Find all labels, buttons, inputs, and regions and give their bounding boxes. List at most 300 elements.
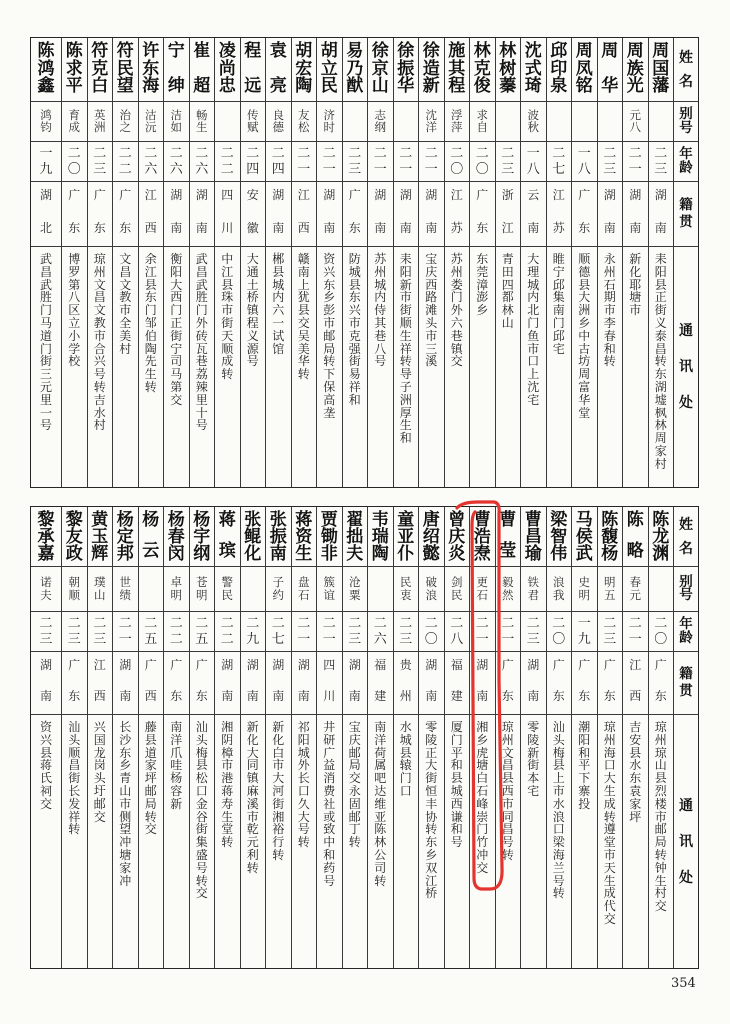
name-cell xyxy=(419,38,444,102)
glyph: 蒋 xyxy=(221,783,234,798)
glyph: 武 xyxy=(195,277,208,292)
glyph: 徐 xyxy=(371,41,389,61)
name-cell xyxy=(572,38,597,102)
glyph: 黎 xyxy=(65,510,83,530)
glyph: 十 xyxy=(195,405,208,420)
glyph: 东 xyxy=(142,58,160,79)
glyph: 山 xyxy=(501,315,514,330)
glyph: 城 xyxy=(297,745,310,760)
glyph: 港 xyxy=(221,771,234,786)
glyph: 门 xyxy=(527,315,540,330)
glyph: 楼 xyxy=(654,796,667,811)
alias-cell xyxy=(343,102,368,142)
glyph: 南 xyxy=(272,689,285,703)
glyph: 西 xyxy=(501,783,514,798)
glyph: 二 xyxy=(93,616,107,631)
glyph: 式 xyxy=(524,58,542,79)
glyph: 贯 xyxy=(679,214,693,230)
glyph: 昌 xyxy=(93,290,106,305)
glyph: 二 xyxy=(67,146,81,161)
glyph: 生 xyxy=(144,367,157,382)
glyph: 宏 xyxy=(295,58,313,79)
glyph: 华 xyxy=(578,392,591,407)
glyph: 二 xyxy=(654,616,668,631)
glyph: 三 xyxy=(399,632,413,647)
name-cell xyxy=(113,507,138,567)
glyph: 年 xyxy=(679,146,693,162)
glyph: 家 xyxy=(144,758,157,773)
glyph: 铭 xyxy=(575,76,593,96)
glyph: 二 xyxy=(552,146,566,161)
glyph: 苏 xyxy=(552,221,565,235)
glyph: 转 xyxy=(374,873,387,888)
glyph: 县 xyxy=(629,745,642,760)
glyph: 时 xyxy=(323,120,335,134)
glyph: 三 xyxy=(39,367,52,382)
glyph: 门 xyxy=(144,303,157,318)
glyph: 陶 xyxy=(295,76,313,96)
glyph: 夫 xyxy=(346,544,364,564)
glyph: 山 xyxy=(654,758,667,773)
glyph: 转 xyxy=(144,379,157,394)
address-cell xyxy=(62,247,87,487)
glyph: 马 xyxy=(39,315,52,330)
age-cell xyxy=(62,142,87,182)
glyph: 研 xyxy=(323,732,336,747)
glyph: 转 xyxy=(323,354,336,369)
glyph: 一 xyxy=(475,632,489,647)
glyph: 宝 xyxy=(425,252,438,266)
glyph: 二 xyxy=(475,616,489,631)
glyph: 江 xyxy=(144,188,157,202)
glyph: 陈 xyxy=(601,510,619,530)
address-cell xyxy=(139,715,164,968)
glyph: 陈 xyxy=(626,510,644,530)
glyph: 吧 xyxy=(374,771,387,786)
glyph: 湖 xyxy=(246,658,259,672)
address-cell xyxy=(31,247,61,487)
glyph: 黄 xyxy=(91,510,109,530)
glyph: 和 xyxy=(399,431,412,446)
glyph: 龙 xyxy=(652,527,670,547)
glyph: 吉 xyxy=(93,392,106,407)
glyph: 三 xyxy=(93,632,107,647)
address-cell xyxy=(343,247,368,487)
glyph: 江 xyxy=(93,658,106,672)
origin-cell xyxy=(164,652,189,715)
glyph: 湖 xyxy=(348,658,361,672)
name-cell xyxy=(598,507,623,567)
glyph: 长 xyxy=(297,771,310,786)
glyph: 全 xyxy=(119,315,132,330)
glyph: 中 xyxy=(221,252,234,266)
address-cell xyxy=(394,715,419,968)
name-cell xyxy=(215,38,240,102)
glyph: 广 xyxy=(119,188,132,202)
glyph: 二 xyxy=(628,616,642,631)
glyph: 巷 xyxy=(195,354,208,369)
glyph: 兴 xyxy=(348,303,361,318)
glyph: 洋 xyxy=(170,732,183,747)
name-cell xyxy=(139,38,164,102)
alias-cell xyxy=(445,102,470,142)
glyph: 东 xyxy=(93,221,106,235)
glyph: 翟 xyxy=(346,510,364,530)
age-cell xyxy=(292,142,317,182)
glyph: 易 xyxy=(348,367,361,382)
glyph: 东 xyxy=(476,252,489,266)
glyph: 一 xyxy=(628,162,642,177)
glyph: 一 xyxy=(526,146,540,161)
glyph: 区 xyxy=(68,303,81,318)
glyph: 杨 xyxy=(167,510,185,530)
glyph: 白 xyxy=(91,76,109,96)
origin-cell xyxy=(521,652,546,715)
origin-cell xyxy=(139,652,164,715)
origin-cell xyxy=(547,182,572,247)
glyph: 集 xyxy=(195,835,208,850)
age-cell xyxy=(572,612,597,652)
glyph: 杨 xyxy=(170,771,183,786)
glyph: 和 xyxy=(603,341,616,356)
glyph: 友 xyxy=(65,527,83,547)
glyph: 云 xyxy=(142,541,160,561)
glyph: 市 xyxy=(348,315,361,330)
glyph: 南 xyxy=(654,221,667,235)
glyph: 市 xyxy=(272,758,285,773)
glyph: 元 xyxy=(246,835,259,850)
glyph: 二 xyxy=(424,146,438,161)
entry-column xyxy=(597,507,623,968)
glyph: 湖 xyxy=(654,379,667,394)
glyph: 焘 xyxy=(473,544,491,564)
glyph: 二 xyxy=(220,146,234,161)
glyph: 南 xyxy=(527,221,540,235)
glyph: 富 xyxy=(578,379,591,394)
glyph: 周 xyxy=(601,41,619,61)
address-cell xyxy=(190,715,215,968)
glyph: 籍 xyxy=(679,196,693,213)
glyph: 东 xyxy=(425,835,438,850)
glyph: 南 xyxy=(527,689,540,703)
name-cell xyxy=(88,38,113,102)
glyph: 祠 xyxy=(39,783,52,798)
glyph: 转 xyxy=(68,822,81,837)
glyph: 湖 xyxy=(119,658,132,672)
glyph: 生 xyxy=(399,418,412,433)
glyph: 鸿 xyxy=(37,58,55,79)
glyph: 交 xyxy=(39,796,52,811)
glyph: 转 xyxy=(399,354,412,369)
glyph: 城 xyxy=(399,732,412,747)
glyph: 祥 xyxy=(399,341,412,356)
origin-cell xyxy=(572,652,597,715)
glyph: 一 xyxy=(501,632,515,647)
glyph: 琼 xyxy=(603,720,616,734)
glyph: 镇 xyxy=(246,771,259,786)
entry-column xyxy=(265,507,291,968)
glyph: 南 xyxy=(629,221,642,235)
glyph: 俊 xyxy=(473,76,491,96)
glyph: 鸿 xyxy=(40,107,52,122)
glyph: 琼 xyxy=(93,252,106,266)
glyph: 八 xyxy=(374,341,387,356)
glyph: 卓 xyxy=(170,575,182,589)
glyph: 乡 xyxy=(476,303,489,318)
glyph: 曾 xyxy=(448,510,466,530)
age-cell xyxy=(241,142,266,182)
glyph: 水 xyxy=(552,796,565,811)
address-cell xyxy=(241,247,266,487)
address-cell xyxy=(496,247,521,487)
glyph: 交 xyxy=(297,315,310,330)
glyph: 坊 xyxy=(578,354,591,369)
entry-column xyxy=(112,38,138,487)
glyph: 二 xyxy=(297,146,311,161)
glyph: 四 xyxy=(271,162,285,177)
alias-cell xyxy=(419,567,444,612)
age-cell xyxy=(445,142,470,182)
glyph: 州 xyxy=(501,732,514,747)
glyph: 澎 xyxy=(476,290,489,305)
alias-cell xyxy=(190,567,215,612)
glyph: 拙 xyxy=(346,527,364,547)
glyph: 新 xyxy=(399,277,412,292)
glyph: 嘉 xyxy=(37,544,55,564)
address-cell xyxy=(241,715,266,968)
glyph: 公 xyxy=(374,847,387,862)
entry-column-highlighted xyxy=(469,507,495,968)
glyph: 沧 xyxy=(349,575,361,589)
entry-column xyxy=(31,507,61,968)
glyph: 祥 xyxy=(68,809,81,824)
glyph: 上 xyxy=(552,771,565,786)
glyph: 村 xyxy=(654,886,667,901)
glyph: 望 xyxy=(116,76,134,96)
glyph: 江 xyxy=(629,658,642,672)
glyph: 头 xyxy=(552,732,565,747)
glyph: 簇 xyxy=(323,575,335,589)
address-cell xyxy=(649,715,674,968)
glyph: 建 xyxy=(450,689,463,703)
glyph: 广 xyxy=(552,658,565,672)
glyph: 子 xyxy=(399,379,412,394)
age-cell xyxy=(419,142,444,182)
entry-column xyxy=(342,507,368,968)
glyph: 氏 xyxy=(39,771,52,786)
glyph: 东 xyxy=(501,689,514,703)
glyph: 号 xyxy=(552,873,565,888)
glyph: 三 xyxy=(348,632,362,647)
glyph: 转 xyxy=(221,835,234,850)
glyph: 治 xyxy=(119,107,131,122)
address-cell xyxy=(292,247,317,487)
glyph: 同 xyxy=(501,809,514,824)
glyph: 易 xyxy=(346,41,364,61)
glyph: 石 xyxy=(476,587,488,602)
glyph: 门 xyxy=(450,290,463,305)
glyph: 正 xyxy=(425,745,438,760)
glyph: 徐 xyxy=(397,41,415,61)
glyph: 凤 xyxy=(575,58,593,79)
glyph: 平 xyxy=(65,76,83,96)
glyph: 汕 xyxy=(68,720,81,734)
glyph: 唐 xyxy=(422,510,440,530)
glyph: 绍 xyxy=(422,527,440,547)
glyph: 杨 xyxy=(193,510,211,530)
glyph: 然 xyxy=(502,587,514,602)
glyph: 青 xyxy=(501,252,514,266)
glyph: 转 xyxy=(144,809,157,824)
glyph: 乡 xyxy=(578,315,591,330)
glyph: 阴 xyxy=(221,732,234,747)
glyph: 望 xyxy=(119,822,132,837)
glyph: 田 xyxy=(501,264,514,279)
glyph: 第 xyxy=(170,379,183,394)
glyph: 西 xyxy=(297,221,310,235)
glyph: 二 xyxy=(144,616,158,631)
glyph: 昌 xyxy=(119,264,132,279)
glyph: 生 xyxy=(603,873,616,888)
glyph: 顺 xyxy=(578,252,591,266)
glyph: 剑 xyxy=(451,575,463,589)
origin-cell xyxy=(343,652,368,715)
glyph: 药 xyxy=(323,860,336,875)
glyph: 丁 xyxy=(348,822,361,837)
glyph: 市 xyxy=(119,303,132,318)
glyph: 固 xyxy=(348,796,361,811)
glyph: 二 xyxy=(271,146,285,161)
glyph: 纲 xyxy=(374,120,386,134)
glyph: 荷 xyxy=(374,745,387,760)
header-address xyxy=(674,715,698,968)
glyph: 理 xyxy=(527,264,540,279)
age-cell xyxy=(215,142,240,182)
glyph: 门 xyxy=(476,822,489,837)
entry-column xyxy=(571,38,597,487)
entry-column xyxy=(597,38,623,487)
age-cell xyxy=(113,142,138,182)
glyph: 明 xyxy=(604,575,616,589)
glyph: 林 xyxy=(473,41,491,61)
name-cell xyxy=(241,38,266,102)
glyph: 门 xyxy=(450,732,463,747)
glyph: 英 xyxy=(94,107,106,122)
glyph: 北 xyxy=(527,303,540,318)
glyph: 邦 xyxy=(116,544,134,564)
glyph: 坪 xyxy=(629,809,642,824)
address-cell xyxy=(190,247,215,487)
glyph: 大 xyxy=(170,277,183,292)
glyph: 街 xyxy=(170,328,183,343)
glyph: 白 xyxy=(476,771,489,786)
glyph: 略 xyxy=(626,541,644,561)
glyph: 丰 xyxy=(425,796,438,811)
glyph: 造 xyxy=(422,58,440,79)
alias-cell xyxy=(343,567,368,612)
alias-cell xyxy=(113,567,138,612)
glyph: 胡 xyxy=(320,41,338,61)
glyph: 二 xyxy=(322,616,336,631)
alias-cell xyxy=(190,102,215,142)
glyph: 口 xyxy=(399,783,412,798)
glyph: 琼 xyxy=(501,720,514,734)
origin-cell xyxy=(419,182,444,247)
glyph: 维 xyxy=(374,796,387,811)
glyph: 生 xyxy=(295,544,313,564)
glyph: 文 xyxy=(119,252,132,266)
entry-column xyxy=(138,38,164,487)
origin-cell xyxy=(496,182,521,247)
name-cell xyxy=(317,38,342,102)
name-cell xyxy=(572,507,597,567)
glyph: 育 xyxy=(68,107,80,122)
glyph: 子 xyxy=(272,575,284,589)
glyph: 零 xyxy=(527,720,540,734)
glyph: 白 xyxy=(272,745,285,760)
glyph: 巷 xyxy=(374,328,387,343)
origin-cell xyxy=(368,652,393,715)
glyph: 处 xyxy=(679,395,693,411)
glyph: 东 xyxy=(578,221,591,235)
glyph: 和 xyxy=(348,392,361,407)
glyph: 生 xyxy=(603,783,616,798)
glyph: 口 xyxy=(552,822,565,837)
age-cell xyxy=(266,612,291,652)
glyph: 别 xyxy=(679,106,693,122)
glyph: 明 xyxy=(578,587,590,602)
glyph: 七 xyxy=(552,162,566,177)
glyph: 滩 xyxy=(425,303,438,318)
origin-cell xyxy=(547,652,572,715)
glyph: 华 xyxy=(397,76,415,96)
glyph: 武 xyxy=(39,252,52,266)
address-cell xyxy=(343,715,368,968)
glyph: 宁 xyxy=(170,341,183,356)
glyph: 湖 xyxy=(221,658,234,672)
glyph: 市 xyxy=(552,783,565,798)
address-cell xyxy=(521,715,546,968)
glyph: 振 xyxy=(269,527,287,547)
glyph: 中 xyxy=(578,328,591,343)
glyph: 朝 xyxy=(68,575,80,589)
glyph: 符 xyxy=(116,41,134,61)
glyph: 福 xyxy=(374,658,387,672)
origin-cell xyxy=(394,652,419,715)
glyph: 湖 xyxy=(603,188,616,202)
age-cell xyxy=(521,142,546,182)
glyph: 义 xyxy=(654,315,667,330)
glyph: 乡 xyxy=(323,290,336,305)
glyph: 古 xyxy=(578,341,591,356)
glyph: 交 xyxy=(476,860,489,875)
glyph: 袁 xyxy=(269,41,287,61)
glyph: 七 xyxy=(271,632,285,647)
entry-column xyxy=(571,507,597,968)
glyph: 荔 xyxy=(195,367,208,382)
origin-cell xyxy=(343,182,368,247)
glyph: 一 xyxy=(577,146,591,161)
glyph: 转 xyxy=(552,886,565,901)
glyph: 通 xyxy=(679,323,693,339)
glyph: 本 xyxy=(527,771,540,786)
glyph: 成 xyxy=(221,354,234,369)
age-cell xyxy=(470,612,495,652)
glyph: 四 xyxy=(501,277,514,292)
glyph: 资 xyxy=(295,527,313,547)
entry-column xyxy=(469,38,495,487)
entry-column xyxy=(316,38,342,487)
